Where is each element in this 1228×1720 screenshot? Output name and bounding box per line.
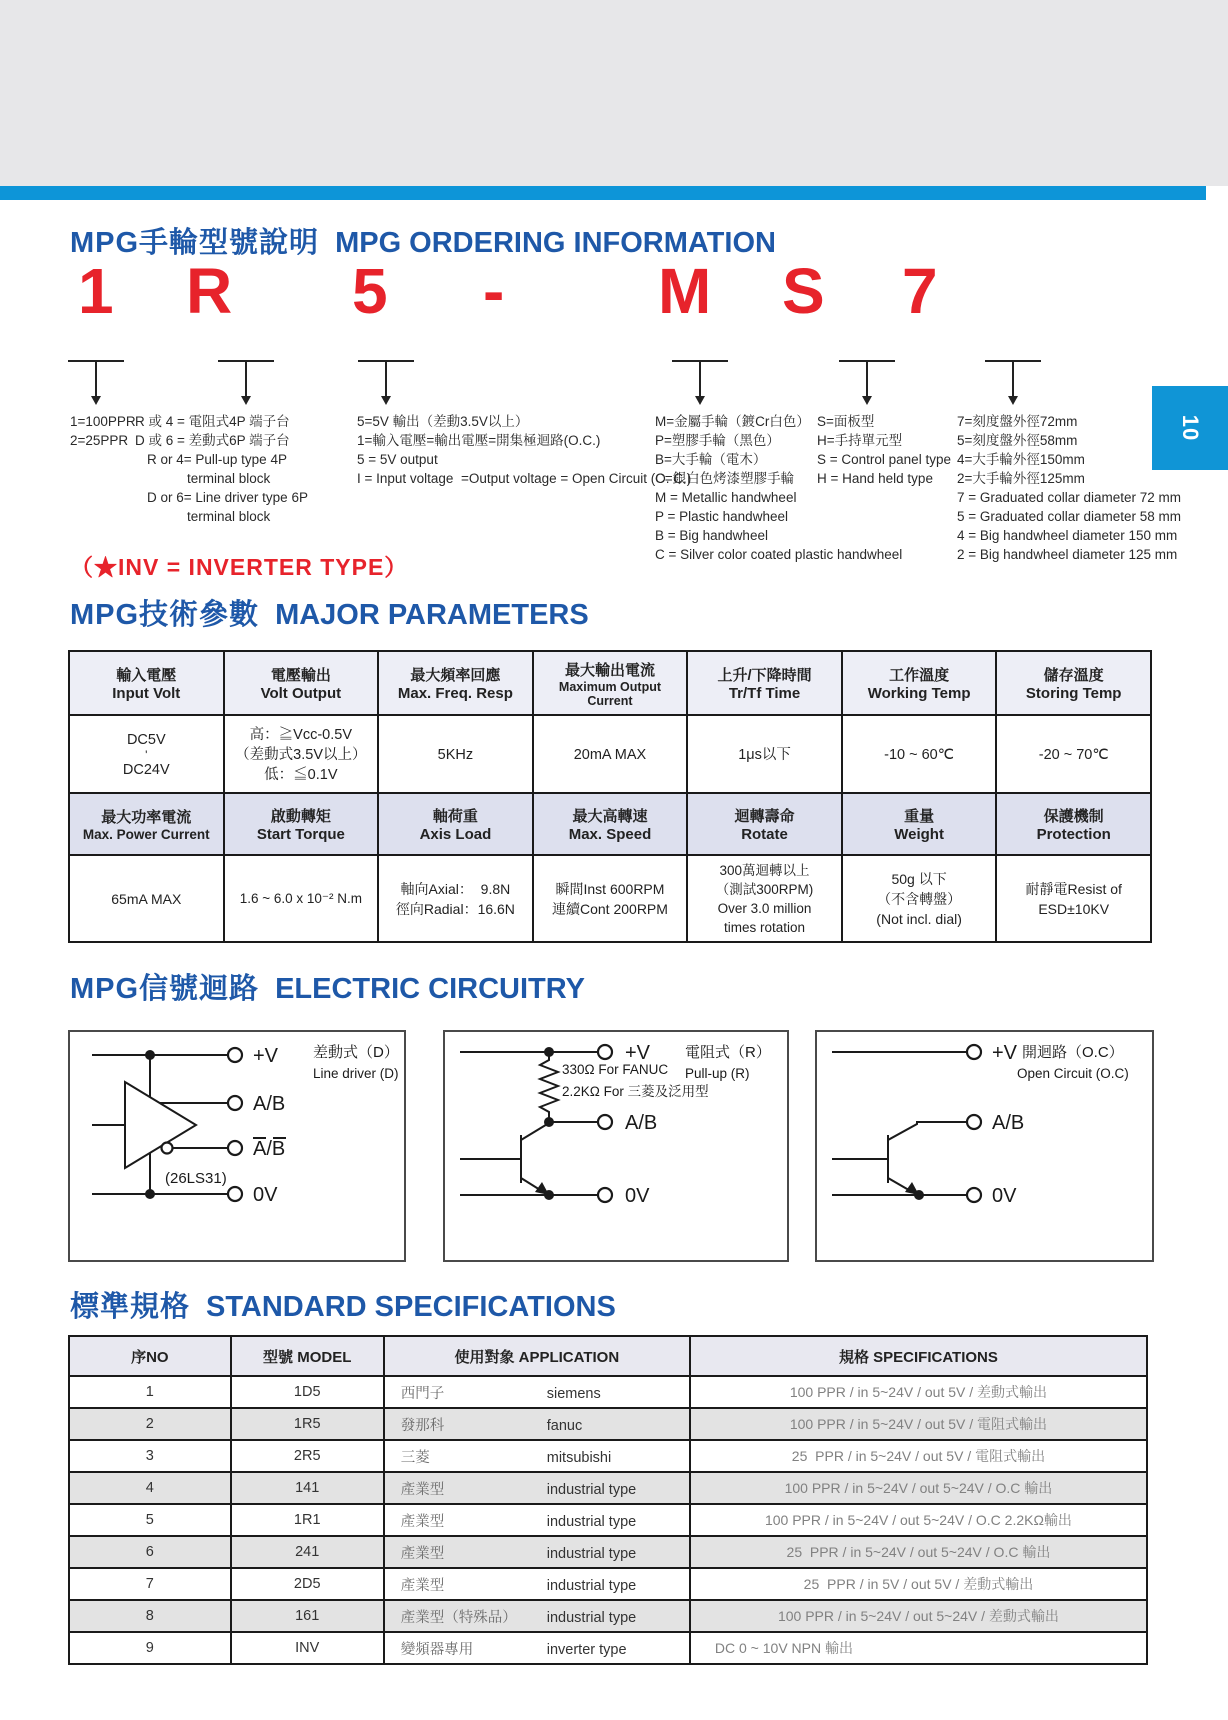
table-row [69, 1376, 1147, 1408]
circuit-title-zh: 開迴路（O.C） [1022, 1044, 1124, 1061]
no-cell: 8 [69, 1600, 231, 1632]
open-circuit-box [815, 1030, 1154, 1262]
application-cell: 發那科 fanuc [384, 1408, 690, 1440]
axis-load-value: 軸向Axial： 9.8N 徑向Radial：16.6N [378, 855, 533, 942]
no-cell: 3 [69, 1440, 231, 1472]
vplus-label: +V [992, 1042, 1018, 1064]
working-temp-value: -10 ~ 60℃ [842, 715, 997, 794]
spec-cell: 100 PPR / in 5~24V / out 5V / 差動式輸出 [690, 1376, 1147, 1408]
circuit-title-en: Open Circuit (O.C) [1017, 1066, 1129, 1081]
major-parameters-table-a [68, 650, 1152, 795]
no-cell: 9 [69, 1632, 231, 1664]
header-volt-output: 電壓輸出 Volt Output [224, 651, 379, 715]
model-cell: 2R5 [231, 1440, 384, 1472]
zero-volt-label: 0V [625, 1185, 650, 1207]
no-cell: 2 [69, 1408, 231, 1440]
table-row [69, 715, 1151, 794]
table-row [69, 1504, 1147, 1536]
line-driver-circuit-diagram [70, 1032, 404, 1260]
page-number: 10 [1177, 414, 1203, 442]
table-row [69, 1440, 1147, 1472]
model-cell: 161 [231, 1600, 384, 1632]
circuit-lines [832, 1045, 981, 1202]
header-specifications: 規格 SPECIFICATIONS [690, 1336, 1147, 1376]
model-cell: 141 [231, 1472, 384, 1504]
table-row [69, 1600, 1147, 1632]
application-cell: 變頻器專用 inverter type [384, 1632, 690, 1664]
ab-label: A/B [992, 1112, 1025, 1134]
resistor-fanuc-label: 330Ω For FANUC [562, 1062, 669, 1077]
header-start-torque: 啟動轉矩 Start Torque [224, 793, 379, 855]
code-letter-3: 5 [352, 255, 388, 327]
tr-tf-value: 1μs以下 [687, 715, 842, 794]
header-application: 使用對象 APPLICATION [384, 1336, 690, 1376]
code-letter-6: S [782, 255, 825, 327]
down-arrow-icon [672, 360, 728, 405]
no-cell: 1 [69, 1376, 231, 1408]
header-max-output-current: 最大輸出電流 Maximum Output Current [533, 651, 688, 715]
zero-volt-label: 0V [253, 1184, 278, 1206]
application-cell: 產業型 industrial type [384, 1472, 690, 1504]
code-letter-5: M [658, 255, 712, 327]
inverter-type-note: （★INV = INVERTER TYPE） [70, 554, 409, 580]
header-rotate: 迴轉壽命 Rotate [687, 793, 842, 855]
header-weight: 重量 Weight [842, 793, 997, 855]
parameters-section-heading [70, 592, 589, 633]
top-gray-band [0, 0, 1228, 186]
model-cell: 2D5 [231, 1568, 384, 1600]
header-protection: 保護機制 Protection [996, 793, 1151, 855]
model-cell: 1D5 [231, 1376, 384, 1408]
ab-label: A/B [253, 1093, 286, 1115]
specs-heading-en: STANDARD SPECIFICATIONS [206, 1291, 616, 1323]
circuit-title-zh: 電阻式（R） [685, 1044, 771, 1061]
max-power-current-value: 65mA MAX [69, 855, 224, 942]
vplus-label: +V [253, 1045, 279, 1067]
code-letter-2: R [186, 255, 233, 327]
circuit-title-zh: 差動式（D） [313, 1044, 399, 1061]
code-legend-ppr: 1=100PPR 2=25PPR [70, 414, 136, 448]
application-cell: 產業型 industrial type [384, 1536, 690, 1568]
spec-cell: 25 PPR / in 5~24V / out 5V / 電阻式輸出 [690, 1440, 1147, 1472]
model-cell: 1R1 [231, 1504, 384, 1536]
table-row [69, 855, 1151, 942]
header-working-temp: 工作溫度 Working Temp [842, 651, 997, 715]
max-output-current-value: 20mA MAX [533, 715, 688, 794]
model-cell: 241 [231, 1536, 384, 1568]
max-freq-value: 5KHz [378, 715, 533, 794]
code-legend-handwheel: M=金屬手輪（鍍Cr白色） P=塑膠手輪（黑色） B=大手輪（電木） C=銀白色烤漆塑膠手輪 M = Metallic handwheel P = Plastic handwheel B = Big handwheel C = Silver color coated plastic handwheel [655, 414, 903, 562]
model-cell: INV [231, 1632, 384, 1664]
spec-cell: 25 PPR / in 5~24V / out 5~24V / O.C 輸出 [690, 1536, 1147, 1568]
down-arrow-icon [358, 360, 414, 405]
application-cell: 三菱 mitsubishi [384, 1440, 690, 1472]
storing-temp-value: -20 ~ 70℃ [996, 715, 1151, 794]
vplus-label: +V [625, 1042, 651, 1064]
circuit-title-en: Pull-up (R) [685, 1066, 750, 1081]
table-row [69, 1408, 1147, 1440]
code-letter-4: - [483, 255, 505, 327]
no-cell: 7 [69, 1568, 231, 1600]
code-legend-diameter: 7=刻度盤外徑72mm 5=刻度盤外徑58mm 4=大手輪外徑150mm 2=大手輪外徑125mm 7 = Graduated collar diameter 72 mm 5 = Graduated collar diameter 58 mm 4 = Big handwheel diameter 150 mm 2 = Big handwheel diameter 125 mm [957, 414, 1181, 562]
spec-cell: DC 0 ~ 10V NPN 輸出 [690, 1632, 1147, 1664]
spec-cell: 100 PPR / in 5~24V / out 5~24V / 差動式輸出 [690, 1600, 1147, 1632]
application-cell: 產業型 industrial type [384, 1568, 690, 1600]
parameters-heading-zh: MPG技術參數 [70, 599, 260, 631]
zero-volt-label: 0V [992, 1185, 1017, 1207]
pull-up-circuit-diagram [445, 1032, 787, 1260]
header-model: 型號 MODEL [231, 1336, 384, 1376]
header-max-power-current: 最大功率電流 Max. Power Current [69, 793, 224, 855]
no-cell: 4 [69, 1472, 231, 1504]
ordering-heading-zh: MPG手輪型號說明 [70, 227, 320, 259]
down-arrow-icon [985, 360, 1041, 405]
no-cell: 5 [69, 1504, 231, 1536]
table-row [69, 1632, 1147, 1664]
chip-label: (26LS31) [165, 1170, 227, 1187]
code-legend-terminal: R 或 4 = 電阻式4P 端子台 D 或 6 = 差動式6P 端子台 R or 4= Pull-up type 4P terminal block D or 6= Line driver type 6P terminal block [135, 414, 308, 524]
code-legend-mount: S=面板型 H=手持單元型 S = Control panel type H = Hand held type [817, 414, 951, 486]
table-header-row [69, 793, 1151, 855]
table-row [69, 1536, 1147, 1568]
circuit-title-en: Line driver (D) [313, 1066, 399, 1081]
protection-value: 耐靜電Resist of ESD±10KV [996, 855, 1151, 942]
spec-cell: 100 PPR / in 5~24V / out 5~24V / O.C 輸出 [690, 1472, 1147, 1504]
model-cell: 1R5 [231, 1408, 384, 1440]
down-arrow-icon [839, 360, 895, 405]
header-max-freq: 最大頻率回應 Max. Freq. Resp [378, 651, 533, 715]
blue-divider-bar [0, 186, 1206, 200]
header-tr-tf: 上升/下降時間 Tr/Tf Time [687, 651, 842, 715]
specs-section-heading [70, 1284, 616, 1325]
start-torque-value: 1.6 ~ 6.0 x 10⁻² N.m [224, 855, 379, 942]
header-no: 序NO [69, 1336, 231, 1376]
application-cell: 產業型 industrial type [384, 1504, 690, 1536]
code-legend-output: 5=5V 輸出（差動3.5V以上） 1=輸入電壓=輸出電壓=開集極迴路(O.C.) 5 = 5V output I = Input voltage =Output voltage = Open Circuit (O. C.) [357, 414, 692, 486]
parameters-heading-en: MAJOR PARAMETERS [275, 599, 589, 631]
code-letter-1: 1 [78, 255, 114, 327]
max-speed-value: 瞬間Inst 600RPM 連續Cont 200RPM [533, 855, 688, 942]
circuitry-heading-zh: MPG信號迴路 [70, 973, 260, 1005]
application-cell: 西門子 siemens [384, 1376, 690, 1408]
code-letter-7: 7 [902, 255, 938, 327]
ab-label: A/B [625, 1112, 658, 1134]
circuitry-section-heading [70, 966, 585, 1007]
header-max-speed: 最大高轉速 Max. Speed [533, 793, 688, 855]
table-header-row [69, 1336, 1147, 1376]
spec-cell: 25 PPR / in 5V / out 5V / 差動式輸出 [690, 1568, 1147, 1600]
open-circuit-diagram [817, 1032, 1152, 1260]
weight-value: 50g 以下 （不含轉盤） (Not incl. dial) [842, 855, 997, 942]
no-cell: 6 [69, 1536, 231, 1568]
down-arrow-icon [68, 360, 124, 405]
spec-cell: 100 PPR / in 5~24V / out 5V / 電阻式輸出 [690, 1408, 1147, 1440]
ordering-heading-en: MPG ORDERING INFORMATION [335, 227, 776, 259]
line-driver-circuit-box [68, 1030, 406, 1262]
header-axis-load: 軸荷重 Axis Load [378, 793, 533, 855]
table-row [69, 1472, 1147, 1504]
major-parameters-table-b [68, 792, 1152, 943]
standard-specifications-table [68, 1335, 1148, 1665]
down-arrow-icon [218, 360, 274, 405]
application-cell: 產業型（特殊品） industrial type [384, 1600, 690, 1632]
ab-bar-label: A/B [253, 1138, 286, 1160]
header-storing-temp: 儲存溫度 Storing Temp [996, 651, 1151, 715]
header-input-volt: 輸入電壓 Input Volt [69, 651, 224, 715]
volt-output-value: 高：≧Vcc-0.5V （差動式3.5V以上） 低：≦0.1V [224, 715, 379, 794]
specs-heading-zh: 標準規格 [70, 1291, 191, 1323]
table-header-row [69, 651, 1151, 715]
table-row [69, 1568, 1147, 1600]
rotate-value: 300萬迴轉以上 （測試300RPM) Over 3.0 million times rotation [687, 855, 842, 942]
spec-cell: 100 PPR / in 5~24V / out 5~24V / O.C 2.2KΩ輸出 [690, 1504, 1147, 1536]
circuitry-heading-en: ELECTRIC CIRCUITRY [275, 973, 585, 1005]
resistor-mitsubishi-label: 2.2KΩ For 三菱及泛用型 [562, 1084, 709, 1099]
input-volt-value: DC5V ' DC24V [69, 715, 224, 794]
pull-up-circuit-box [443, 1030, 789, 1262]
